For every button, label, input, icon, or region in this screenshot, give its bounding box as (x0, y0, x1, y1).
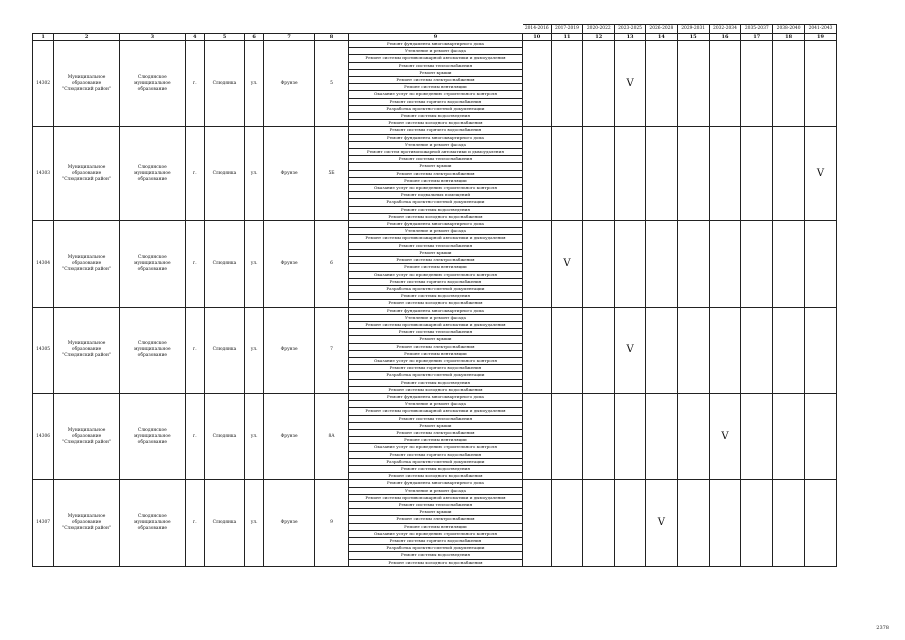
work-type: Ремонт системы теплоснабжения (349, 502, 523, 509)
period-cell (773, 307, 805, 393)
work-type: Ремонт системы горячего водоснабжения (349, 127, 523, 134)
work-type: Ремонт системы вентиляции (349, 177, 523, 184)
period-cell (805, 221, 837, 307)
work-type: Утепление и ремонт фасада (349, 141, 523, 148)
column-number: 11 (551, 34, 583, 41)
work-type: Утепление и ремонт фасада (349, 487, 523, 494)
work-row (33, 127, 837, 134)
work-type: Оказание услуг по проведению строительного контроля (349, 271, 523, 278)
cell-line: образование (137, 353, 167, 359)
record-id: 14303 (33, 127, 54, 221)
period-mark: V (615, 307, 646, 393)
work-type: Разработка проектно-сметной документации (349, 199, 523, 206)
period-cell (551, 393, 583, 479)
city-name: Слюдянка (204, 480, 244, 566)
work-type: Ремонт системы теплоснабжения (349, 62, 523, 69)
period-cell (709, 480, 741, 566)
work-type: Ремонт фундамента многоквартирного дома (349, 221, 523, 228)
city-type: г. (185, 307, 204, 393)
street-type: ул. (245, 307, 264, 393)
work-type: Ремонт системы горячего водоснабжения (349, 538, 523, 545)
record-id: 14306 (33, 393, 54, 479)
work-type: Ремонт крыши (349, 163, 523, 170)
period-cell (677, 41, 709, 127)
cell-line: муниципальное (134, 170, 171, 176)
city-type: г. (185, 127, 204, 221)
page-number: 2378 (876, 625, 889, 631)
cell-line: образование (71, 170, 102, 176)
cell-line: образование (71, 433, 102, 439)
cell-line: Муниципальное (67, 254, 106, 260)
street-name: Фрунзе (264, 307, 315, 393)
cell-line: Слюдянское (137, 164, 167, 170)
period-cell (615, 480, 646, 566)
period-cell (741, 41, 773, 127)
work-type: Разработка проектно-сметной документации (349, 458, 523, 465)
municipality-cell (54, 393, 120, 479)
work-type: Ремонт системы холодного водоснабжения (349, 559, 523, 566)
municipality-cell (54, 41, 120, 127)
work-type: Ремонт системы водоотведения (349, 465, 523, 472)
period-header-row (33, 25, 837, 34)
municipality-cell (54, 307, 120, 393)
work-type: Ремонт фундамента многоквартирного дома (349, 393, 523, 400)
period-header: 2017-2019 (551, 25, 583, 34)
street-type: ул. (245, 41, 264, 127)
column-number: 7 (264, 34, 315, 41)
work-type: Ремонт системы электроснабжения (349, 170, 523, 177)
column-number: 4 (185, 34, 204, 41)
work-type: Ремонт фундамента многоквартирного дома (349, 134, 523, 141)
work-type: Разработка проектно-сметной документации (349, 105, 523, 112)
street-type: ул. (245, 221, 264, 307)
period-cell (741, 393, 773, 479)
street-name: Фрунзе (264, 127, 315, 221)
period-header: 2041-2043 (805, 25, 837, 34)
cell-line: Слюдянское (137, 514, 167, 520)
cell-line: образование (137, 439, 167, 445)
house-number: 6 (315, 221, 349, 307)
period-cell (709, 307, 741, 393)
cell-line: Муниципальное (67, 74, 106, 80)
work-type: Ремонт системы вентиляции (349, 523, 523, 530)
period-cell (522, 393, 551, 479)
city-name: Слюдянка (204, 127, 244, 221)
work-type: Ремонт системы вентиляции (349, 350, 523, 357)
period-mark: V (551, 221, 583, 307)
period-cell (773, 127, 805, 221)
work-type: Ремонт системы холодного водоснабжения (349, 120, 523, 127)
period-cell (551, 41, 583, 127)
period-cell (522, 127, 551, 221)
period-cell (677, 221, 709, 307)
period-cell (741, 221, 773, 307)
cell-line: "Слюдянский район" (62, 176, 111, 182)
work-type: Ремонт системы противопожарной автоматики и дымоудаления (349, 408, 523, 415)
column-number: 13 (615, 34, 646, 41)
municipality-cell (54, 480, 120, 566)
work-type: Ремонт системы водоотведения (349, 379, 523, 386)
period-cell (677, 307, 709, 393)
city-name: Слюдянка (204, 41, 244, 127)
work-type: Ремонт системы горячего водоснабжения (349, 365, 523, 372)
work-type: Ремонт системы вентиляции (349, 264, 523, 271)
period-cell (645, 221, 677, 307)
period-cell (741, 127, 773, 221)
city-name: Слюдянка (204, 221, 244, 307)
cell-line: "Слюдянский район" (62, 526, 111, 532)
period-cell (773, 393, 805, 479)
period-cell (709, 127, 741, 221)
settlement-cell (119, 127, 185, 221)
column-number: 18 (773, 34, 805, 41)
work-type: Утепление и ремонт фасада (349, 314, 523, 321)
street-name: Фрунзе (264, 393, 315, 479)
work-type: Ремонт системы электроснабжения (349, 429, 523, 436)
city-type: г. (185, 41, 204, 127)
house-number: 9 (315, 480, 349, 566)
period-cell (551, 127, 583, 221)
period-cell (583, 221, 615, 307)
cell-line: образование (137, 526, 167, 532)
work-row (33, 480, 837, 487)
work-type: Ремонт системы вентиляции (349, 437, 523, 444)
cell-line: "Слюдянский район" (62, 353, 111, 359)
column-number-row (33, 34, 837, 41)
period-cell (615, 127, 646, 221)
work-type: Ремонт системы водоотведения (349, 293, 523, 300)
city-type: г. (185, 480, 204, 566)
city-name: Слюдянка (204, 393, 244, 479)
work-type: Ремонт системы противопожарной автоматики и дымоудаления (349, 235, 523, 242)
work-type: Ремонт системы теплоснабжения (349, 329, 523, 336)
period-cell (551, 480, 583, 566)
work-type: Оказание услуг по проведению строительного контроля (349, 444, 523, 451)
work-type: Ремонт системы горячего водоснабжения (349, 278, 523, 285)
work-type: Разработка проектно-сметной документации (349, 285, 523, 292)
period-cell (583, 127, 615, 221)
work-type: Ремонт системы электроснабжения (349, 343, 523, 350)
work-type: Оказание услуг по проведению строительного контроля (349, 91, 523, 98)
work-type: Ремонт системы электроснабжения (349, 516, 523, 523)
street-name: Фрунзе (264, 41, 315, 127)
cell-line: Слюдянское (137, 341, 167, 347)
period-cell (522, 41, 551, 127)
period-cell (773, 41, 805, 127)
column-number: 2 (54, 34, 120, 41)
cell-line: Муниципальное (67, 514, 106, 520)
cell-line: муниципальное (134, 260, 171, 266)
period-cell (645, 127, 677, 221)
work-type: Ремонт системы противопожарной автоматики и дымоудаления (349, 494, 523, 501)
work-type: Ремонт системы водоотведения (349, 206, 523, 213)
period-cell (645, 307, 677, 393)
work-row (33, 41, 837, 48)
cell-line: "Слюдянский район" (62, 439, 111, 445)
period-cell (741, 480, 773, 566)
cell-line: "Слюдянский район" (62, 266, 111, 272)
period-cell (551, 307, 583, 393)
cell-line: Слюдянское (137, 254, 167, 260)
work-type: Разработка проектно-сметной документации (349, 372, 523, 379)
records-body (33, 41, 837, 567)
cell-line: образование (71, 260, 102, 266)
period-mark: V (645, 480, 677, 566)
work-type: Утепление и ремонт фасада (349, 48, 523, 55)
cell-line: образование (137, 266, 167, 272)
column-number: 9 (349, 34, 523, 41)
work-type: Ремонт системы водоотведения (349, 113, 523, 120)
work-type: Ремонт фундамента многоквартирного дома (349, 307, 523, 314)
work-type: Ремонт подвальных помещений (349, 192, 523, 199)
cell-line: муниципальное (134, 347, 171, 353)
column-number: 19 (805, 34, 837, 41)
period-cell (773, 221, 805, 307)
street-name: Фрунзе (264, 480, 315, 566)
settlement-cell (119, 480, 185, 566)
cell-line: образование (71, 80, 102, 86)
period-cell (741, 307, 773, 393)
work-type: Ремонт системы противопожарной автоматики и дымоудаления (349, 55, 523, 62)
period-header: 2014-2016 (522, 25, 551, 34)
house-number: 7 (315, 307, 349, 393)
period-header: 2035-2037 (741, 25, 773, 34)
period-cell (522, 221, 551, 307)
settlement-cell (119, 393, 185, 479)
settlement-cell (119, 307, 185, 393)
period-header: 2032-2034 (709, 25, 741, 34)
work-type: Утепление и ремонт фасада (349, 401, 523, 408)
record-id: 14302 (33, 41, 54, 127)
work-type: Ремонт системы холодного водоснабжения (349, 473, 523, 480)
settlement-cell (119, 221, 185, 307)
work-type: Оказание услуг по проведению строительного контроля (349, 185, 523, 192)
work-type: Ремонт системы электроснабжения (349, 77, 523, 84)
settlement-cell (119, 41, 185, 127)
column-number: 14 (645, 34, 677, 41)
period-cell (583, 41, 615, 127)
period-cell (583, 307, 615, 393)
period-cell (583, 480, 615, 566)
cell-line: муниципальное (134, 80, 171, 86)
period-header: 2023-2025 (615, 25, 646, 34)
cell-line: образование (71, 347, 102, 353)
period-cell (677, 393, 709, 479)
cell-line: Муниципальное (67, 164, 106, 170)
column-number: 5 (204, 34, 244, 41)
column-number: 17 (741, 34, 773, 41)
period-cell (615, 221, 646, 307)
work-type: Оказание услуг по проведению строительного контроля (349, 357, 523, 364)
work-type: Разработка проектно-сметной документации (349, 545, 523, 552)
house-number: 5 (315, 41, 349, 127)
period-mark: V (709, 393, 741, 479)
period-cell (522, 307, 551, 393)
period-cell (645, 41, 677, 127)
city-type: г. (185, 221, 204, 307)
work-type: Ремонт системы противопожарной автоматики и дымоудаления (349, 321, 523, 328)
work-type: Ремонт крыши (349, 249, 523, 256)
period-cell (677, 480, 709, 566)
municipality-cell (54, 127, 120, 221)
column-number: 12 (583, 34, 615, 41)
work-type: Оказание услуг по проведению строительного контроля (349, 530, 523, 537)
column-number: 15 (677, 34, 709, 41)
repair-schedule-table (32, 24, 837, 567)
column-number: 6 (245, 34, 264, 41)
cell-line: муниципальное (134, 433, 171, 439)
work-type: Ремонт системы холодного водоснабжения (349, 386, 523, 393)
work-row (33, 221, 837, 228)
work-type: Ремонт систем противопожарной автоматики и дымоудаления (349, 149, 523, 156)
period-cell (773, 480, 805, 566)
work-type: Ремонт системы теплоснабжения (349, 415, 523, 422)
street-type: ул. (245, 480, 264, 566)
record-id: 14304 (33, 221, 54, 307)
column-number: 3 (119, 34, 185, 41)
period-cell (709, 221, 741, 307)
period-header: 2026-2028 (645, 25, 677, 34)
work-type: Ремонт системы водоотведения (349, 552, 523, 559)
work-type: Ремонт системы теплоснабжения (349, 156, 523, 163)
work-type: Ремонт крыши (349, 336, 523, 343)
record-id: 14305 (33, 307, 54, 393)
street-name: Фрунзе (264, 221, 315, 307)
column-number: 1 (33, 34, 54, 41)
street-type: ул. (245, 393, 264, 479)
column-number: 8 (315, 34, 349, 41)
work-type: Ремонт системы горячего водоснабжения (349, 451, 523, 458)
record-id: 14307 (33, 480, 54, 566)
house-number: 8А (315, 393, 349, 479)
cell-line: образование (137, 176, 167, 182)
work-type: Ремонт системы теплоснабжения (349, 242, 523, 249)
period-cell (615, 393, 646, 479)
work-row (33, 307, 837, 314)
city-type: г. (185, 393, 204, 479)
work-type: Ремонт системы вентиляции (349, 84, 523, 91)
period-cell (805, 307, 837, 393)
cell-line: Слюдянское (137, 74, 167, 80)
period-cell (805, 393, 837, 479)
work-type: Ремонт системы электроснабжения (349, 257, 523, 264)
period-header: 2029-2031 (677, 25, 709, 34)
period-cell (583, 393, 615, 479)
period-mark: V (615, 41, 646, 127)
period-cell (805, 480, 837, 566)
period-header: 2020-2022 (583, 25, 615, 34)
cell-line: Слюдянское (137, 427, 167, 433)
municipality-cell (54, 221, 120, 307)
work-row (33, 393, 837, 400)
cell-line: образование (71, 520, 102, 526)
work-type: Ремонт фундамента многоквартирного дома (349, 41, 523, 48)
cell-line: муниципальное (134, 520, 171, 526)
period-cell (522, 480, 551, 566)
work-type: Ремонт фундамента многоквартирного дома (349, 480, 523, 487)
house-number: 5Б (315, 127, 349, 221)
cell-line: "Слюдянский район" (62, 86, 111, 92)
column-number: 10 (522, 34, 551, 41)
period-cell (677, 127, 709, 221)
period-header: 2038-2040 (773, 25, 805, 34)
street-type: ул. (245, 127, 264, 221)
period-cell (709, 41, 741, 127)
period-mark: V (805, 127, 837, 221)
cell-line: Муниципальное (67, 341, 106, 347)
column-number: 16 (709, 34, 741, 41)
cell-line: Муниципальное (67, 427, 106, 433)
work-type: Ремонт системы горячего водоснабжения (349, 98, 523, 105)
work-type: Ремонт крыши (349, 509, 523, 516)
work-type: Ремонт крыши (349, 422, 523, 429)
period-cell (645, 393, 677, 479)
work-type: Ремонт системы холодного водоснабжения (349, 213, 523, 220)
cell-line: образование (137, 86, 167, 92)
work-type: Ремонт системы холодного водоснабжения (349, 300, 523, 307)
city-name: Слюдянка (204, 307, 244, 393)
work-type: Утепление и ремонт фасада (349, 228, 523, 235)
period-cell (805, 41, 837, 127)
work-type: Ремонт крыши (349, 69, 523, 76)
